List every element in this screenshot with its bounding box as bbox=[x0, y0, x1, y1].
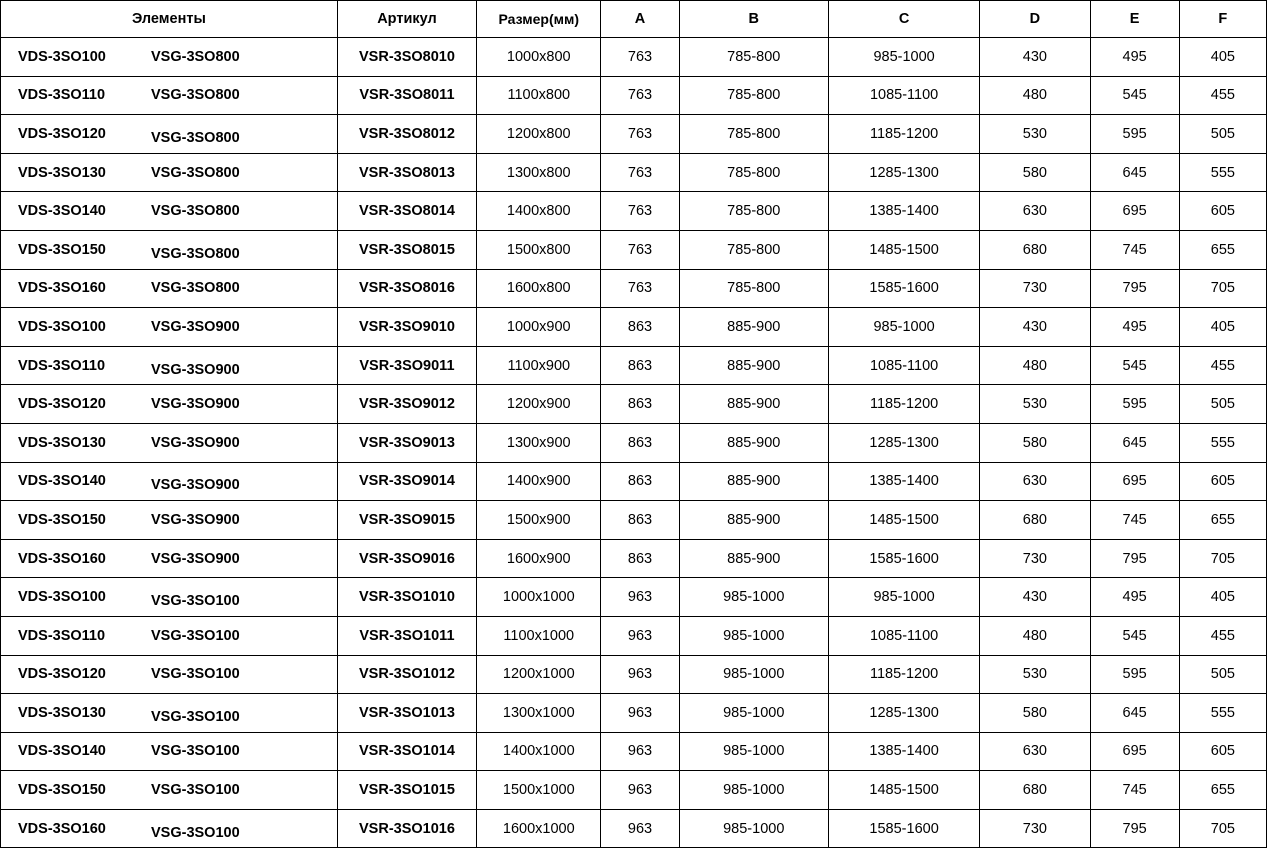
cell-a: 763 bbox=[601, 230, 679, 269]
cell-c: 1285-1300 bbox=[828, 153, 979, 192]
column-header-d: D bbox=[980, 1, 1090, 38]
cell-article: VSR-3SO8011 bbox=[337, 76, 476, 115]
element-code-secondary: VSG-3SO800 bbox=[151, 203, 240, 220]
cell-article: VSR-3SO1013 bbox=[337, 694, 476, 733]
column-header-article: Артикул bbox=[337, 1, 476, 38]
table-row bbox=[1, 308, 1267, 347]
cell-e: 645 bbox=[1090, 694, 1179, 733]
cell-article: VSR-3SO1015 bbox=[337, 771, 476, 810]
element-code-secondary: VSG-3SO100 bbox=[151, 627, 240, 644]
cell-e: 545 bbox=[1090, 346, 1179, 385]
element-code-secondary: VSG-3SO100 bbox=[151, 708, 240, 725]
cell-e: 695 bbox=[1090, 462, 1179, 501]
cell-article: VSR-3SO1016 bbox=[337, 809, 476, 848]
cell-size: 1000x1000 bbox=[477, 578, 601, 617]
cell-c: 985-1000 bbox=[828, 578, 979, 617]
cell-c: 985-1000 bbox=[828, 38, 979, 77]
cell-f: 605 bbox=[1179, 192, 1266, 231]
element-code-primary: VDS-3SO140 bbox=[18, 743, 106, 760]
cell-article: VSR-3SO9012 bbox=[337, 385, 476, 424]
cell-f: 555 bbox=[1179, 153, 1266, 192]
cell-c: 1285-1300 bbox=[828, 423, 979, 462]
cell-d: 480 bbox=[980, 616, 1090, 655]
cell-b: 985-1000 bbox=[679, 732, 828, 771]
cell-b: 885-900 bbox=[679, 308, 828, 347]
cell-a: 863 bbox=[601, 501, 679, 540]
cell-d: 680 bbox=[980, 771, 1090, 810]
cell-article: VSR-3SO8010 bbox=[337, 38, 476, 77]
cell-article: VSR-3SO8016 bbox=[337, 269, 476, 308]
element-code-primary: VDS-3SO150 bbox=[18, 241, 106, 258]
cell-size: 1500x900 bbox=[477, 501, 601, 540]
cell-c: 1585-1600 bbox=[828, 809, 979, 848]
element-code-primary: VDS-3SO120 bbox=[18, 396, 106, 413]
cell-a: 863 bbox=[601, 346, 679, 385]
table-row bbox=[1, 655, 1267, 694]
table-row bbox=[1, 809, 1267, 848]
cell-e: 745 bbox=[1090, 501, 1179, 540]
column-header-size: Размер(мм) bbox=[477, 1, 601, 38]
column-header-c: C bbox=[828, 1, 979, 38]
cell-size: 1600x1000 bbox=[477, 809, 601, 848]
cell-elements bbox=[1, 732, 338, 771]
cell-b: 985-1000 bbox=[679, 578, 828, 617]
cell-f: 405 bbox=[1179, 308, 1266, 347]
cell-a: 863 bbox=[601, 462, 679, 501]
cell-size: 1500x1000 bbox=[477, 771, 601, 810]
cell-elements bbox=[1, 655, 338, 694]
cell-size: 1100x800 bbox=[477, 76, 601, 115]
table-row bbox=[1, 346, 1267, 385]
table-row bbox=[1, 578, 1267, 617]
cell-elements bbox=[1, 539, 338, 578]
table-row bbox=[1, 153, 1267, 192]
cell-b: 885-900 bbox=[679, 346, 828, 385]
cell-size: 1400x900 bbox=[477, 462, 601, 501]
cell-a: 863 bbox=[601, 385, 679, 424]
cell-d: 430 bbox=[980, 578, 1090, 617]
cell-d: 480 bbox=[980, 76, 1090, 115]
cell-e: 695 bbox=[1090, 732, 1179, 771]
cell-b: 785-800 bbox=[679, 76, 828, 115]
cell-b: 885-900 bbox=[679, 501, 828, 540]
cell-size: 1600x800 bbox=[477, 269, 601, 308]
cell-d: 430 bbox=[980, 308, 1090, 347]
element-code-primary: VDS-3SO160 bbox=[18, 820, 106, 837]
cell-d: 430 bbox=[980, 38, 1090, 77]
cell-b: 885-900 bbox=[679, 423, 828, 462]
cell-f: 455 bbox=[1179, 346, 1266, 385]
element-code-secondary: VSG-3SO900 bbox=[151, 511, 240, 528]
cell-article: VSR-3SO9011 bbox=[337, 346, 476, 385]
element-code-secondary: VSG-3SO100 bbox=[151, 743, 240, 760]
cell-a: 763 bbox=[601, 192, 679, 231]
table-row bbox=[1, 76, 1267, 115]
cell-b: 885-900 bbox=[679, 385, 828, 424]
element-code-primary: VDS-3SO130 bbox=[18, 434, 106, 451]
table-row bbox=[1, 38, 1267, 77]
element-code-secondary: VSG-3SO800 bbox=[151, 87, 240, 104]
column-header-e: E bbox=[1090, 1, 1179, 38]
cell-size: 1200x1000 bbox=[477, 655, 601, 694]
table-row bbox=[1, 192, 1267, 231]
cell-e: 745 bbox=[1090, 771, 1179, 810]
element-code-secondary: VSG-3SO900 bbox=[151, 318, 240, 335]
element-code-secondary: VSG-3SO800 bbox=[151, 129, 240, 146]
cell-e: 645 bbox=[1090, 153, 1179, 192]
element-code-primary: VDS-3SO140 bbox=[18, 203, 106, 220]
cell-e: 795 bbox=[1090, 269, 1179, 308]
table-row bbox=[1, 462, 1267, 501]
cell-e: 645 bbox=[1090, 423, 1179, 462]
element-code-primary: VDS-3SO160 bbox=[18, 550, 106, 567]
cell-elements bbox=[1, 38, 338, 77]
cell-b: 785-800 bbox=[679, 230, 828, 269]
cell-article: VSR-3SO9016 bbox=[337, 539, 476, 578]
cell-size: 1500x800 bbox=[477, 230, 601, 269]
cell-elements bbox=[1, 462, 338, 501]
cell-c: 1485-1500 bbox=[828, 501, 979, 540]
cell-e: 795 bbox=[1090, 809, 1179, 848]
cell-d: 680 bbox=[980, 501, 1090, 540]
cell-elements bbox=[1, 385, 338, 424]
cell-article: VSR-3SO9014 bbox=[337, 462, 476, 501]
cell-b: 985-1000 bbox=[679, 616, 828, 655]
table-row bbox=[1, 771, 1267, 810]
cell-f: 505 bbox=[1179, 385, 1266, 424]
cell-d: 530 bbox=[980, 385, 1090, 424]
cell-f: 655 bbox=[1179, 501, 1266, 540]
element-code-secondary: VSG-3SO800 bbox=[151, 245, 240, 262]
cell-size: 1200x800 bbox=[477, 115, 601, 154]
cell-a: 763 bbox=[601, 38, 679, 77]
cell-article: VSR-3SO1012 bbox=[337, 655, 476, 694]
cell-e: 495 bbox=[1090, 308, 1179, 347]
cell-c: 1385-1400 bbox=[828, 732, 979, 771]
cell-c: 1085-1100 bbox=[828, 346, 979, 385]
cell-e: 595 bbox=[1090, 385, 1179, 424]
cell-c: 1085-1100 bbox=[828, 616, 979, 655]
cell-elements bbox=[1, 616, 338, 655]
cell-e: 545 bbox=[1090, 616, 1179, 655]
cell-article: VSR-3SO1014 bbox=[337, 732, 476, 771]
cell-b: 785-800 bbox=[679, 153, 828, 192]
element-code-secondary: VSG-3SO100 bbox=[151, 593, 240, 610]
cell-elements bbox=[1, 192, 338, 231]
cell-b: 885-900 bbox=[679, 462, 828, 501]
cell-a: 863 bbox=[601, 308, 679, 347]
cell-article: VSR-3SO9010 bbox=[337, 308, 476, 347]
cell-d: 480 bbox=[980, 346, 1090, 385]
cell-f: 655 bbox=[1179, 230, 1266, 269]
cell-a: 863 bbox=[601, 539, 679, 578]
cell-a: 763 bbox=[601, 269, 679, 308]
cell-f: 405 bbox=[1179, 578, 1266, 617]
element-code-primary: VDS-3SO100 bbox=[18, 589, 106, 606]
cell-c: 1585-1600 bbox=[828, 539, 979, 578]
cell-e: 745 bbox=[1090, 230, 1179, 269]
cell-a: 863 bbox=[601, 423, 679, 462]
element-code-primary: VDS-3SO100 bbox=[18, 48, 106, 65]
cell-elements bbox=[1, 771, 338, 810]
cell-d: 530 bbox=[980, 655, 1090, 694]
element-code-secondary: VSG-3SO100 bbox=[151, 666, 240, 683]
cell-f: 455 bbox=[1179, 616, 1266, 655]
cell-size: 1300x900 bbox=[477, 423, 601, 462]
cell-size: 1000x800 bbox=[477, 38, 601, 77]
cell-d: 730 bbox=[980, 809, 1090, 848]
table-row bbox=[1, 501, 1267, 540]
cell-elements bbox=[1, 230, 338, 269]
cell-article: VSR-3SO9015 bbox=[337, 501, 476, 540]
cell-article: VSR-3SO8014 bbox=[337, 192, 476, 231]
element-code-primary: VDS-3SO140 bbox=[18, 473, 106, 490]
cell-e: 795 bbox=[1090, 539, 1179, 578]
cell-c: 1585-1600 bbox=[828, 269, 979, 308]
cell-d: 530 bbox=[980, 115, 1090, 154]
cell-size: 1000x900 bbox=[477, 308, 601, 347]
element-code-primary: VDS-3SO150 bbox=[18, 511, 106, 528]
cell-b: 785-800 bbox=[679, 38, 828, 77]
element-code-primary: VDS-3SO150 bbox=[18, 782, 106, 799]
cell-a: 963 bbox=[601, 616, 679, 655]
cell-a: 763 bbox=[601, 115, 679, 154]
element-code-secondary: VSG-3SO900 bbox=[151, 550, 240, 567]
cell-c: 1385-1400 bbox=[828, 462, 979, 501]
column-header-a: A bbox=[601, 1, 679, 38]
element-code-secondary: VSG-3SO900 bbox=[151, 477, 240, 494]
cell-c: 1085-1100 bbox=[828, 76, 979, 115]
cell-d: 630 bbox=[980, 192, 1090, 231]
cell-size: 1100x900 bbox=[477, 346, 601, 385]
table-row bbox=[1, 385, 1267, 424]
cell-article: VSR-3SO8012 bbox=[337, 115, 476, 154]
cell-f: 555 bbox=[1179, 694, 1266, 733]
element-code-primary: VDS-3SO160 bbox=[18, 280, 106, 297]
column-header-elements: Элементы bbox=[1, 1, 338, 38]
cell-e: 595 bbox=[1090, 115, 1179, 154]
element-code-primary: VDS-3SO120 bbox=[18, 125, 106, 142]
cell-elements bbox=[1, 308, 338, 347]
cell-f: 605 bbox=[1179, 732, 1266, 771]
cell-e: 545 bbox=[1090, 76, 1179, 115]
cell-a: 963 bbox=[601, 732, 679, 771]
cell-b: 785-800 bbox=[679, 115, 828, 154]
cell-size: 1200x900 bbox=[477, 385, 601, 424]
table-row bbox=[1, 732, 1267, 771]
element-code-primary: VDS-3SO100 bbox=[18, 318, 106, 335]
cell-f: 705 bbox=[1179, 269, 1266, 308]
cell-e: 495 bbox=[1090, 38, 1179, 77]
table-row bbox=[1, 539, 1267, 578]
table-header bbox=[1, 1, 1267, 38]
table-row bbox=[1, 423, 1267, 462]
cell-f: 505 bbox=[1179, 655, 1266, 694]
cell-b: 985-1000 bbox=[679, 809, 828, 848]
table-body bbox=[1, 38, 1267, 848]
cell-size: 1300x1000 bbox=[477, 694, 601, 733]
cell-a: 963 bbox=[601, 771, 679, 810]
cell-size: 1300x800 bbox=[477, 153, 601, 192]
cell-c: 1285-1300 bbox=[828, 694, 979, 733]
table-row bbox=[1, 694, 1267, 733]
cell-article: VSR-3SO9013 bbox=[337, 423, 476, 462]
cell-a: 963 bbox=[601, 809, 679, 848]
cell-size: 1600x900 bbox=[477, 539, 601, 578]
cell-article: VSR-3SO1011 bbox=[337, 616, 476, 655]
cell-f: 655 bbox=[1179, 771, 1266, 810]
element-code-secondary: VSG-3SO900 bbox=[151, 361, 240, 378]
cell-size: 1400x800 bbox=[477, 192, 601, 231]
cell-b: 985-1000 bbox=[679, 655, 828, 694]
cell-d: 630 bbox=[980, 732, 1090, 771]
element-code-secondary: VSG-3SO800 bbox=[151, 164, 240, 181]
cell-elements bbox=[1, 423, 338, 462]
cell-f: 505 bbox=[1179, 115, 1266, 154]
element-code-primary: VDS-3SO110 bbox=[18, 87, 106, 104]
cell-e: 495 bbox=[1090, 578, 1179, 617]
cell-a: 963 bbox=[601, 694, 679, 733]
cell-f: 405 bbox=[1179, 38, 1266, 77]
cell-a: 963 bbox=[601, 655, 679, 694]
cell-c: 1185-1200 bbox=[828, 655, 979, 694]
cell-article: VSR-3SO1010 bbox=[337, 578, 476, 617]
cell-d: 630 bbox=[980, 462, 1090, 501]
header-row bbox=[1, 1, 1267, 38]
table-row bbox=[1, 269, 1267, 308]
cell-a: 763 bbox=[601, 76, 679, 115]
element-code-primary: VDS-3SO110 bbox=[18, 627, 106, 644]
element-code-primary: VDS-3SO130 bbox=[18, 704, 106, 721]
cell-b: 985-1000 bbox=[679, 771, 828, 810]
cell-d: 580 bbox=[980, 694, 1090, 733]
cell-e: 595 bbox=[1090, 655, 1179, 694]
cell-a: 963 bbox=[601, 578, 679, 617]
cell-d: 680 bbox=[980, 230, 1090, 269]
cell-c: 1185-1200 bbox=[828, 385, 979, 424]
element-code-primary: VDS-3SO110 bbox=[18, 357, 106, 374]
table-row bbox=[1, 230, 1267, 269]
cell-c: 1385-1400 bbox=[828, 192, 979, 231]
table-row bbox=[1, 616, 1267, 655]
column-header-f: F bbox=[1179, 1, 1266, 38]
cell-size: 1100x1000 bbox=[477, 616, 601, 655]
cell-c: 985-1000 bbox=[828, 308, 979, 347]
cell-elements bbox=[1, 269, 338, 308]
cell-b: 785-800 bbox=[679, 269, 828, 308]
element-code-secondary: VSG-3SO800 bbox=[151, 48, 240, 65]
cell-b: 985-1000 bbox=[679, 694, 828, 733]
cell-elements bbox=[1, 346, 338, 385]
cell-elements bbox=[1, 76, 338, 115]
cell-elements bbox=[1, 115, 338, 154]
cell-article: VSR-3SO8015 bbox=[337, 230, 476, 269]
cell-elements bbox=[1, 578, 338, 617]
cell-elements bbox=[1, 153, 338, 192]
element-code-primary: VDS-3SO130 bbox=[18, 164, 106, 181]
cell-d: 580 bbox=[980, 153, 1090, 192]
element-code-secondary: VSG-3SO100 bbox=[151, 824, 240, 841]
cell-b: 785-800 bbox=[679, 192, 828, 231]
cell-b: 885-900 bbox=[679, 539, 828, 578]
cell-elements bbox=[1, 809, 338, 848]
element-code-secondary: VSG-3SO800 bbox=[151, 280, 240, 297]
cell-c: 1485-1500 bbox=[828, 230, 979, 269]
cell-elements bbox=[1, 694, 338, 733]
element-code-secondary: VSG-3SO100 bbox=[151, 782, 240, 799]
cell-f: 605 bbox=[1179, 462, 1266, 501]
element-code-secondary: VSG-3SO900 bbox=[151, 396, 240, 413]
cell-f: 705 bbox=[1179, 539, 1266, 578]
cell-elements bbox=[1, 501, 338, 540]
cell-c: 1185-1200 bbox=[828, 115, 979, 154]
column-header-b: B bbox=[679, 1, 828, 38]
cell-size: 1400x1000 bbox=[477, 732, 601, 771]
cell-article: VSR-3SO8013 bbox=[337, 153, 476, 192]
element-code-secondary: VSG-3SO900 bbox=[151, 434, 240, 451]
cell-d: 730 bbox=[980, 269, 1090, 308]
cell-f: 555 bbox=[1179, 423, 1266, 462]
cell-f: 455 bbox=[1179, 76, 1266, 115]
cell-f: 705 bbox=[1179, 809, 1266, 848]
cell-a: 763 bbox=[601, 153, 679, 192]
element-code-primary: VDS-3SO120 bbox=[18, 666, 106, 683]
cell-c: 1485-1500 bbox=[828, 771, 979, 810]
cell-d: 730 bbox=[980, 539, 1090, 578]
cell-d: 580 bbox=[980, 423, 1090, 462]
cell-e: 695 bbox=[1090, 192, 1179, 231]
table-row bbox=[1, 115, 1267, 154]
